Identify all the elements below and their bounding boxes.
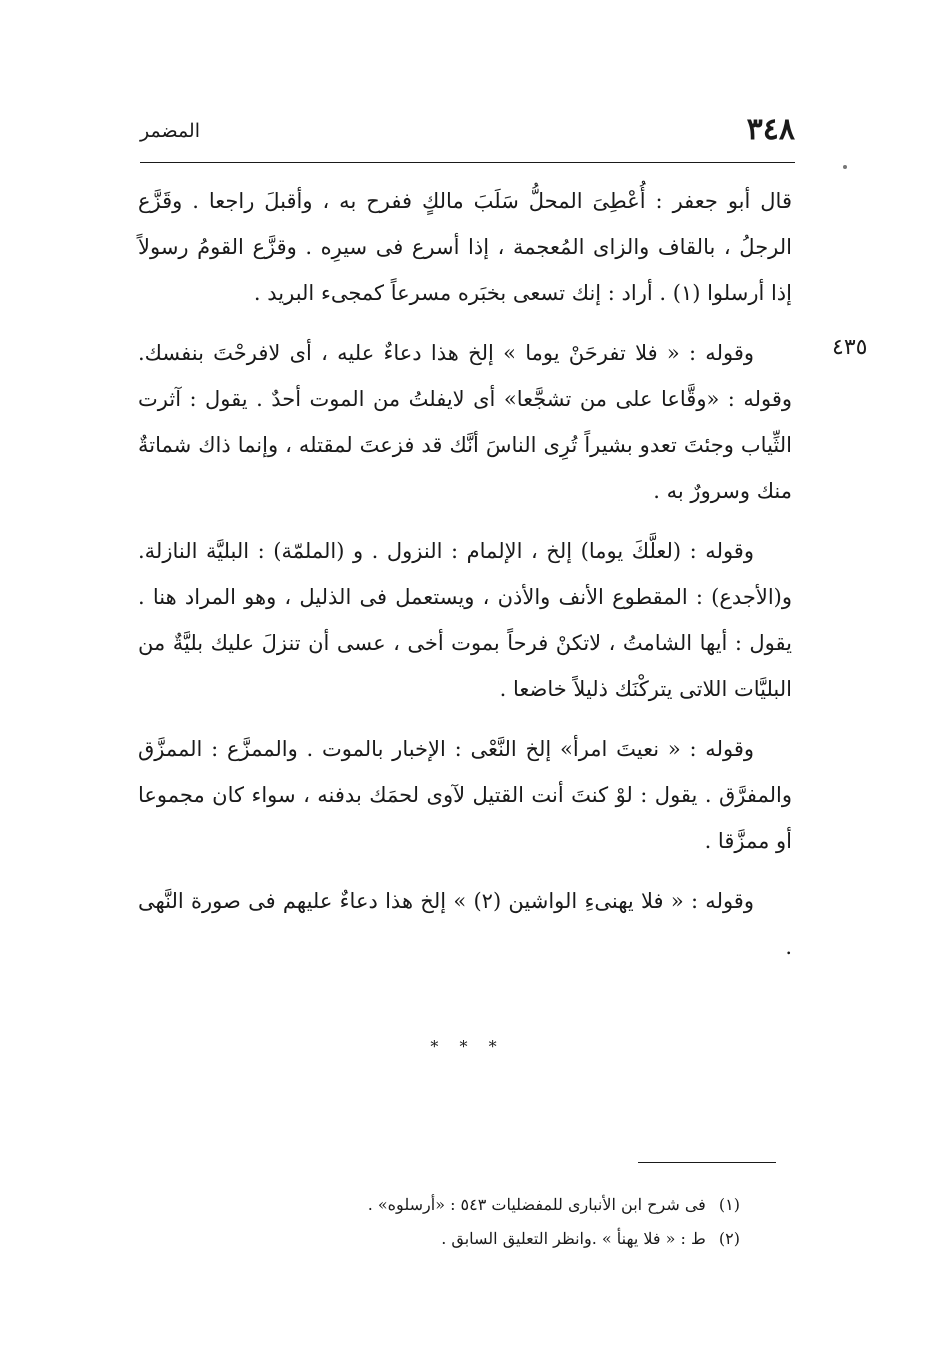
footnote-rule	[638, 1162, 776, 1163]
section-separator: * * *	[430, 1037, 505, 1056]
footnote-number: (٢)	[718, 1229, 740, 1248]
footnote-1	[300, 1188, 740, 1222]
running-title: المضمر	[140, 120, 200, 142]
paragraph-4: وقوله : « نعيتَ امرأ» إلخ النَّعْى : الإخبار بالموت . والممزَّع : الممزَّق والمفرَّق . يقول : لوْ كنتَ أنت القتيل لآوى لحمَك بدفنه ، سواء كان مجموعا أو ممزَّقا .	[138, 737, 792, 853]
scan-speck	[843, 165, 847, 169]
footnote-text: ط : « فلا يهنأ » .وانظر التعليق السابق .	[441, 1229, 706, 1248]
paragraph-5: وقوله : « فلا يهنىءِ الواشين (٢) » إلخ هذا دعاءٌ عليهم فى صورة النَّهى .	[138, 889, 792, 959]
paragraph-1: قال أبو جعفر : أُعْطِىَ المحلُّ سَلَبَ مالكٍ ففرح به ، وأقبلَ راجعا . وقَزَّع الرجلُ ، بالقاف والزاى المُعجمة ، إذا أسرع فى سيرِه . وقزَّع القومُ رسولاً إذا أرسلوا (١) . أراد : إنك تسعى بخبَره مسرعاً كمجىء البريد .	[138, 189, 792, 305]
footnote-2	[300, 1222, 740, 1256]
paragraph-2: وقوله : « فلا تفرحَنْ يوما » إلخ هذا دعاءٌ عليه ، أى لافرحْتَ بنفسك. وقوله : «وقَّاعا على من تشجَّعا» أى لايفلتُ من الموت أحدٌ . يقول : آثرت الثِّياب وجئتَ تعدو بشيراً تُرِى الناسَ أنَّك قد فزعتَ لمقتله ، وإنما ذاك شماتةٌ منك وسرورٌ به .	[138, 341, 793, 503]
header-rule	[140, 162, 795, 163]
page-number: ٣٤٨	[746, 112, 795, 147]
page-header	[140, 112, 795, 152]
footnote-number: (١)	[718, 1195, 740, 1214]
main-text	[138, 178, 792, 984]
footnote-text: فى شرح ابن الأنبارى للمفضليات ٥٤٣ : «أرسلوه» .	[367, 1195, 706, 1214]
footnotes	[300, 1188, 740, 1256]
paragraph-3: وقوله : (لعلَّكَ يوما) إلخ ، الإلمام : النزول . و (الملمّة) : البليَّة النازلة. و(الأجدع) : المقطوع الأنف والأذن ، ويستعمل فى الذليل ، وهو المراد هنا . يقول : أيها الشامتُ ، لاتكنْ فرحاً بموت أخى ، عسى أن تنزلَ عليك بليَّةٌ من البليَّات اللاتى يتركْنَك ذليلاً خاضعا .	[138, 539, 792, 701]
margin-reference: ٤٣٥	[832, 335, 868, 360]
